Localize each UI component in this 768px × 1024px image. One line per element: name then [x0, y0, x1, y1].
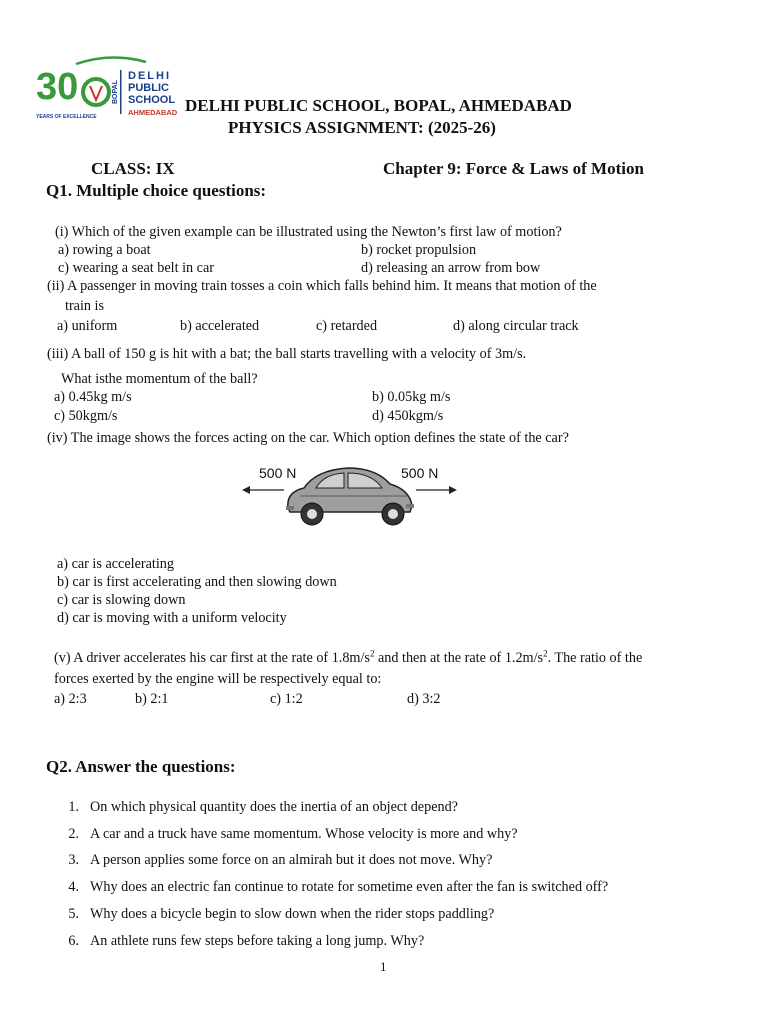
q1-iv-option-a: a) car is accelerating: [57, 556, 174, 572]
q1-iv-option-d: d) car is moving with a uniform velocity: [57, 610, 287, 626]
chapter-label: Chapter 9: Force & Laws of Motion: [383, 159, 644, 178]
q1-v-option-d: d) 3:2: [407, 691, 441, 707]
q1-iii-stem-1: (iii) A ball of 150 g is hit with a bat; the ball starts travelling with a velocity of 3m/s.: [47, 346, 527, 362]
q1-iii-option-c: c) 50kgm/s: [54, 408, 118, 424]
list-item-number: 1.: [68, 799, 79, 815]
force-right-label: 500 N: [401, 465, 439, 481]
list-item-text: Why does a bicycle begin to slow down when the rider stops paddling?: [90, 906, 495, 922]
list-item-number: 3.: [68, 852, 79, 868]
q1-iv-stem: (iv) The image shows the forces acting on the car. Which option defines the state of the car?: [47, 430, 569, 446]
q1-ii-stem-2: train is: [65, 298, 105, 314]
list-item-text: Why does an electric fan continue to rotate for sometime even after the fan is switched off?: [90, 879, 609, 895]
q1-i-option-a: a) rowing a boat: [58, 242, 151, 258]
logo-line2: PUBLIC: [128, 82, 169, 94]
q1-v-part3: . The ratio of the: [547, 650, 643, 666]
q1-v-option-a: a) 2:3: [54, 691, 87, 707]
left-arrow-icon: [242, 486, 284, 494]
q1-v-stem-1: [54, 650, 642, 667]
logo-number: 30: [36, 66, 79, 108]
q1-ii-option-a: a) uniform: [57, 318, 118, 334]
list-item-number: 6.: [68, 933, 79, 949]
q1-v-sup2: 2: [543, 648, 548, 659]
q1-v-part1: (v) A driver accelerates his car first at the rate of 1.8m/s: [54, 650, 370, 666]
q1-ii-option-b: b) accelerated: [180, 318, 260, 334]
logo-side-text: BOPAL: [112, 80, 119, 104]
q1-ii-stem-1: (ii) A passenger in moving train tosses a coin which falls behind him. It means that motion of the: [47, 278, 597, 294]
assignment-title: PHYSICS ASSIGNMENT: (2025-26): [228, 118, 496, 137]
right-arrow-icon: [416, 486, 457, 494]
q1-title: Q1. Multiple choice questions:: [46, 181, 267, 200]
list-item-text: On which physical quantity does the inertia of an object depend?: [90, 799, 458, 815]
q1-i-option-c: c) wearing a seat belt in car: [58, 260, 214, 276]
school-name: DELHI PUBLIC SCHOOL, BOPAL, AHMEDABAD: [185, 96, 572, 115]
logo-tagline: YEARS OF EXCELLENCE: [36, 114, 97, 120]
q1-iv-option-c: c) car is slowing down: [57, 592, 186, 608]
class-label: CLASS: IX: [91, 159, 175, 178]
q1-ii-option-d: d) along circular track: [453, 318, 579, 334]
list-item-text: A person applies some force on an almirah but it does not move. Why?: [90, 852, 493, 868]
q1-ii-option-c: c) retarded: [316, 318, 378, 334]
logo-line3: SCHOOL: [128, 94, 176, 106]
q1-v-option-b: b) 2:1: [135, 691, 169, 707]
q1-i-stem: (i) Which of the given example can be illustrated using the Newton’s first law of motion?: [55, 224, 562, 240]
logo-line1: DELHI: [128, 70, 171, 82]
list-item-number: 5.: [68, 906, 79, 922]
q1-iv-option-b: b) car is first accelerating and then slowing down: [57, 574, 337, 590]
list-item-text: An athlete runs few steps before taking a long jump. Why?: [90, 933, 425, 949]
car-icon: [286, 468, 414, 525]
q1-iii-option-b: b) 0.05kg m/s: [372, 389, 451, 405]
q1-v-option-c: c) 1:2: [270, 691, 303, 707]
q1-i-option-b: b) rocket propulsion: [361, 242, 477, 258]
q1-iii-stem-2: What isthe momentum of the ball?: [61, 371, 258, 387]
q1-iii-option-d: d) 450kgm/s: [372, 408, 444, 424]
list-item-text: A car and a truck have same momentum. Whose velocity is more and why?: [90, 826, 518, 842]
q1-v-part2: and then at the rate of 1.2m/s: [374, 650, 544, 666]
list-item-number: 4.: [68, 879, 79, 895]
car-force-diagram: [240, 462, 460, 528]
page-number: 1: [380, 959, 387, 974]
list-item-number: 2.: [68, 826, 79, 842]
q1-v-stem-2: forces exerted by the engine will be respectively equal to:: [54, 671, 382, 687]
logo-city: AHMEDABAD: [128, 108, 178, 117]
q2-title: Q2. Answer the questions:: [46, 757, 236, 776]
force-left-label: 500 N: [259, 465, 297, 481]
q1-i-option-d: d) releasing an arrow from bow: [361, 260, 541, 276]
school-logo: [36, 56, 176, 126]
q1-iii-option-a: a) 0.45kg m/s: [54, 389, 132, 405]
q1-v-sup1: 2: [369, 648, 375, 659]
